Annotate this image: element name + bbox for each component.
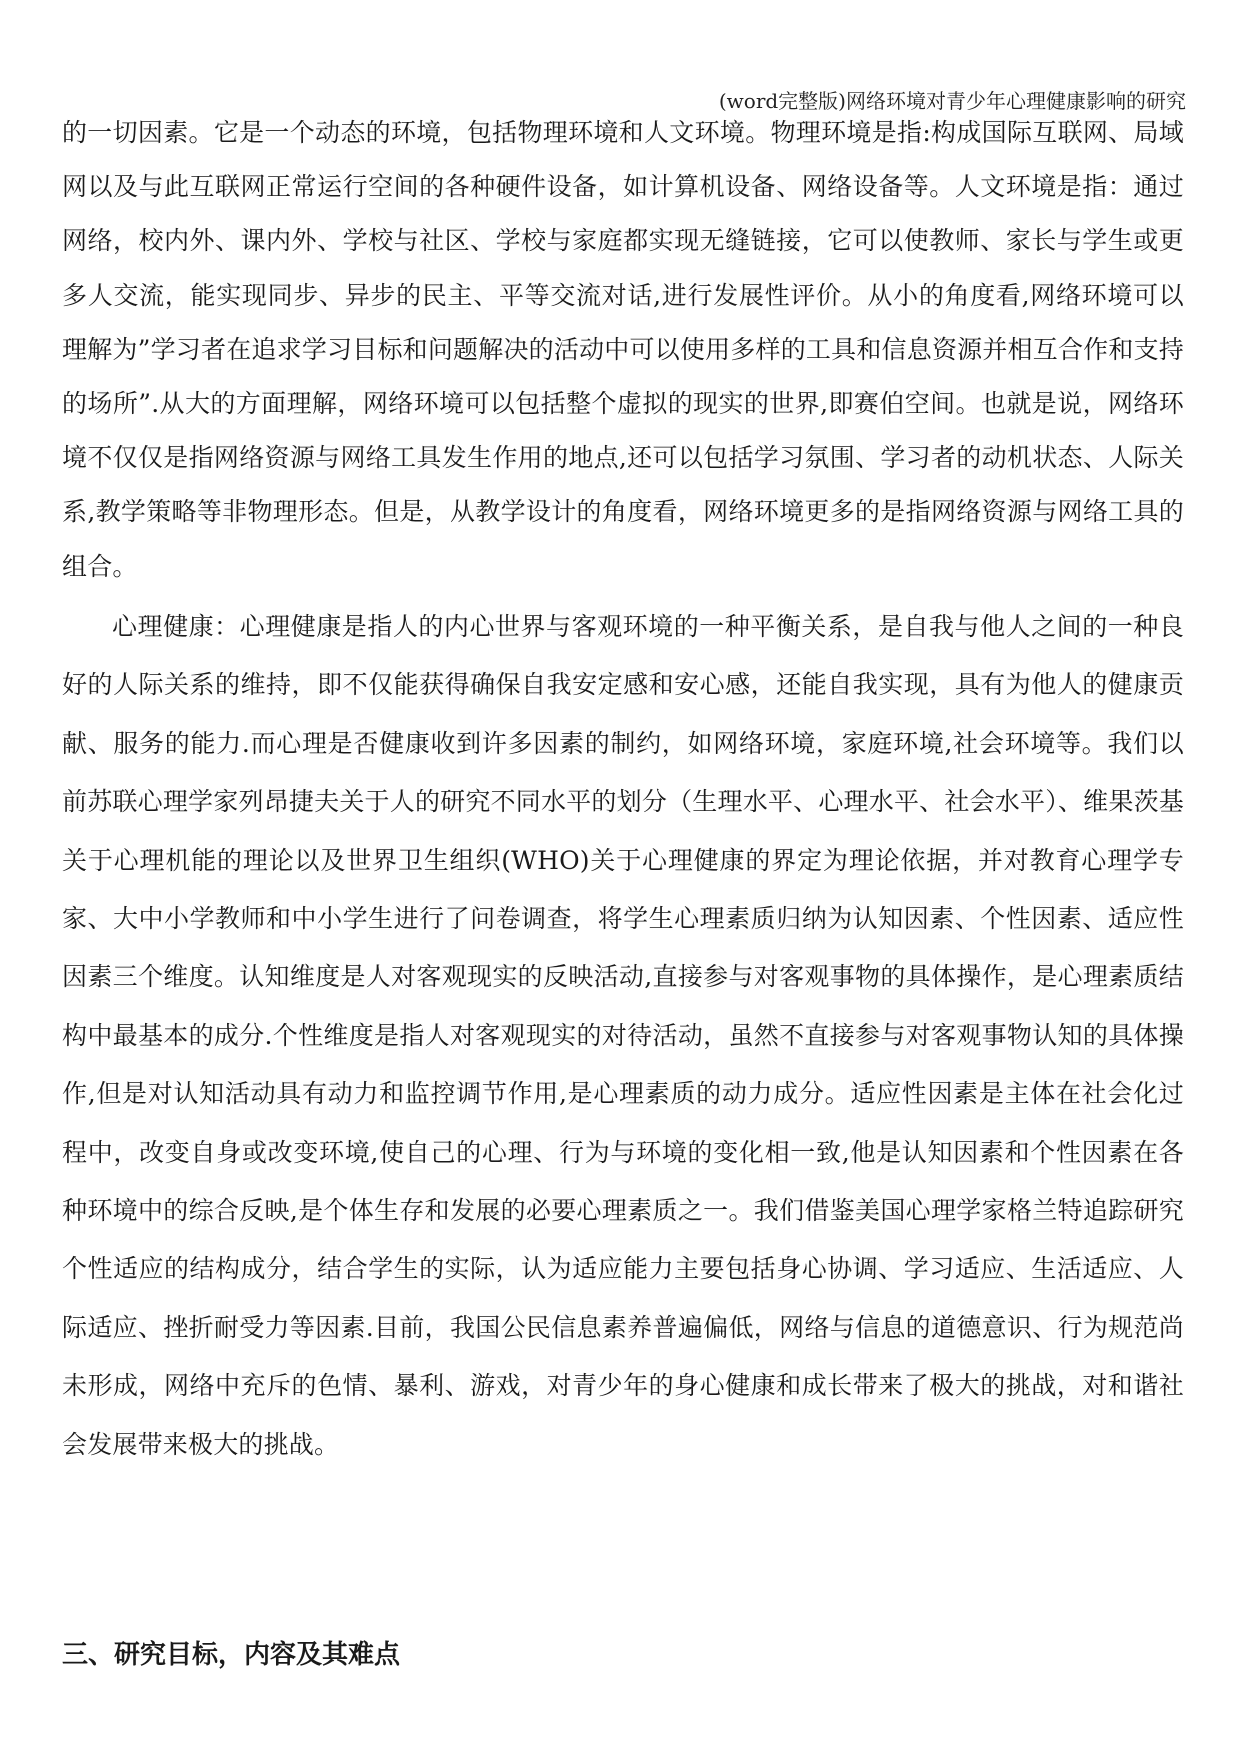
running-header: (word完整版)网络环境对青少年心理健康影响的研究 [718, 89, 1186, 113]
paragraph-mental-health: 心理健康：心理健康是指人的内心世界与客观环境的一种平衡关系，是自我与他人之间的一种良好的人际关系的维持，即不仅能获得确保自我安定感和安心感，还能自我实现，具有为他人的健康贡献、服务的能力.而心理是否健康收到许多因素的制约，如网络环境，家庭环境,社会环境等。我们以前苏联心理学家列昂捷夫关于人的研究不同水平的划分（生理水平、心理水平、社会水平）、维果茨基关于心理机能的理论以及世界卫生组织(WHO)关于心理健康的界定为理论依据，并对教育心理学专家、大中小学教师和中小学生进行了问卷调查，将学生心理素质归纳为认知因素、个性因素、适应性因素三个维度。认知维度是人对客观现实的反映活动,直接参与对客观事物的具体操作，是心理素质结构中最基本的成分.个性维度是指人对客观现实的对待活动，虽然不直接参与对客观事物认知的具体操作,但是对认知活动具有动力和监控调节作用,是心理素质的动力成分。适应性因素是主体在社会化过程中，改变自身或改变环境,使自己的心理、行为与环境的变化相一致,他是认知因素和个性因素在各种环境中的综合反映,是个体生存和发展的必要心理素质之一。我们借鉴美国心理学家格兰特追踪研究个性适应的结构成分，结合学生的实际，认为适应能力主要包括身心协调、学习适应、生活适应、人际适应、挫折耐受力等因素.目前，我国公民信息素养普遍偏低，网络与信息的道德意识、行为规范尚未形成，网络中充斥的色情、暴利、游戏，对青少年的身心健康和成长带来了极大的挑战，对和谐社会发展带来极大的挑战。 [62, 612, 1184, 1459]
section-heading: 三、研究目标，内容及其难点 [62, 1640, 401, 1670]
paragraph-network-environment: 的一切因素。它是一个动态的环境，包括物理环境和人文环境。物理环境是指:构成国际互联网、局域网以及与此互联网正常运行空间的各种硬件设备，如计算机设备、网络设备等。人文环境是指：通过网络，校内外、课内外、学校与社区、学校与家庭都实现无缝链接，它可以使教师、家长与学生或更多人交流，能实现同步、异步的民主、平等交流对话,进行发展性评价。从小的角度看,网络环境可以理解为”学习者在追求学习目标和问题解决的活动中可以使用多样的工具和信息资源并相互合作和支持的场所”.从大的方面理解，网络环境可以包括整个虚拟的现实的世界,即赛伯空间。也就是说，网络环境不仅仅是指网络资源与网络工具发生作用的地点,还可以包括学习氛围、学习者的动机状态、人际关系,教学策略等非物理形态。但是，从教学设计的角度看，网络环境更多的是指网络资源与网络工具的组合。 [62, 118, 1184, 581]
